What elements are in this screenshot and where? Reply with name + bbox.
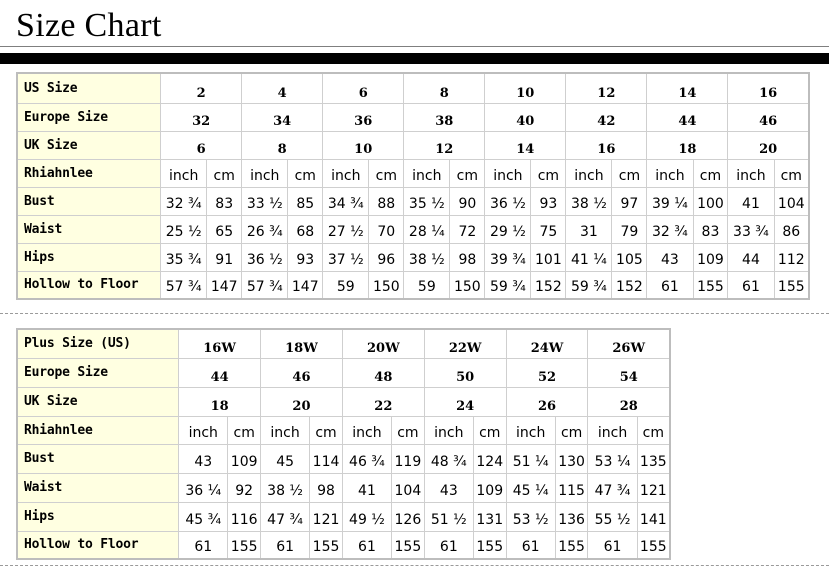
- unit-header-inch: inch: [242, 159, 288, 187]
- size-row-uk-size: [17, 387, 670, 416]
- size-value-cell: 20: [261, 387, 343, 416]
- size-value-cell: 42: [566, 103, 647, 131]
- measure-cm-cell: 152: [531, 271, 566, 299]
- measure-cm-cell: 155: [310, 531, 343, 559]
- size-value-cell: 52: [506, 358, 588, 387]
- measure-inch-cell: 61: [261, 531, 310, 559]
- measure-inch-cell: 26 ¾: [242, 215, 288, 243]
- measure-inch-cell: 37 ½: [323, 243, 369, 271]
- measure-cm-cell: 98: [310, 473, 343, 502]
- measure-cm-cell: 83: [207, 187, 242, 215]
- unit-header-inch: inch: [404, 159, 450, 187]
- measure-cm-cell: 152: [612, 271, 647, 299]
- unit-header-cm: cm: [693, 159, 728, 187]
- size-value-cell: 36: [323, 103, 404, 131]
- unit-header-cm: cm: [473, 416, 506, 444]
- measure-cm-cell: 155: [693, 271, 728, 299]
- size-value-cell: 24: [424, 387, 506, 416]
- size-value-cell: 22: [342, 387, 424, 416]
- unit-header-inch: inch: [485, 159, 531, 187]
- measure-inch-cell: 38 ½: [404, 243, 450, 271]
- measure-inch-cell: 33 ½: [242, 187, 288, 215]
- measure-inch-cell: 49 ½: [342, 502, 391, 531]
- measure-inch-cell: 61: [728, 271, 774, 299]
- measure-row-hips: [17, 502, 670, 531]
- measure-inch-cell: 41: [728, 187, 774, 215]
- size-value-cell: 44: [179, 358, 261, 387]
- measure-inch-cell: 39 ¼: [647, 187, 693, 215]
- measure-inch-cell: 32 ¾: [161, 187, 207, 215]
- unit-header-inch: inch: [161, 159, 207, 187]
- measure-row-waist: [17, 473, 670, 502]
- measure-cm-cell: 86: [774, 215, 809, 243]
- measure-inch-cell: 47 ¾: [588, 473, 637, 502]
- row-label-rhiahnlee: Rhiahnlee: [17, 159, 161, 187]
- plus-size-table: [16, 328, 671, 560]
- row-label-uk-size: UK Size: [17, 387, 179, 416]
- row-label-uk-size: UK Size: [17, 131, 161, 159]
- measure-cm-cell: 124: [473, 444, 506, 473]
- measure-inch-cell: 51 ½: [424, 502, 473, 531]
- measure-cm-cell: 155: [473, 531, 506, 559]
- row-label-hollow-to-floor: Hollow to Floor: [17, 271, 161, 299]
- measure-cm-cell: 109: [693, 243, 728, 271]
- unit-header-inch: inch: [588, 416, 637, 444]
- size-value-cell: 20W: [342, 329, 424, 358]
- unit-header-cm: cm: [392, 416, 425, 444]
- measure-cm-cell: 100: [693, 187, 728, 215]
- measure-cm-cell: 121: [310, 502, 343, 531]
- measure-cm-cell: 114: [310, 444, 343, 473]
- unit-row: [17, 159, 809, 187]
- row-label-rhiahnlee: Rhiahnlee: [17, 416, 179, 444]
- measure-cm-cell: 105: [612, 243, 647, 271]
- measure-cm-cell: 155: [774, 271, 809, 299]
- size-value-cell: 6: [161, 131, 242, 159]
- unit-header-cm: cm: [228, 416, 261, 444]
- size-value-cell: 48: [342, 358, 424, 387]
- size-value-cell: 54: [588, 358, 670, 387]
- measure-cm-cell: 112: [774, 243, 809, 271]
- measure-cm-cell: 131: [473, 502, 506, 531]
- measure-inch-cell: 59 ¾: [485, 271, 531, 299]
- size-value-cell: 16: [728, 73, 809, 103]
- size-row-europe-size: [17, 103, 809, 131]
- row-label-us-size: US Size: [17, 73, 161, 103]
- size-value-cell: 20: [728, 131, 809, 159]
- measure-inch-cell: 29 ½: [485, 215, 531, 243]
- unit-header-cm: cm: [531, 159, 566, 187]
- measure-row-hollow-to-floor: [17, 271, 809, 299]
- measure-inch-cell: 43: [424, 473, 473, 502]
- row-label-europe-size: Europe Size: [17, 358, 179, 387]
- size-value-cell: 6: [323, 73, 404, 103]
- measure-cm-cell: 147: [288, 271, 323, 299]
- size-value-cell: 26W: [588, 329, 670, 358]
- size-value-cell: 46: [728, 103, 809, 131]
- measure-cm-cell: 155: [637, 531, 670, 559]
- measure-row-waist: [17, 215, 809, 243]
- section-divider: [0, 313, 829, 314]
- size-value-cell: 28: [588, 387, 670, 416]
- size-value-cell: 10: [485, 73, 566, 103]
- size-value-cell: 14: [647, 73, 728, 103]
- measure-inch-cell: 35 ½: [404, 187, 450, 215]
- measure-inch-cell: 53 ¼: [588, 444, 637, 473]
- measure-cm-cell: 96: [369, 243, 404, 271]
- unit-header-inch: inch: [342, 416, 391, 444]
- unit-header-inch: inch: [323, 159, 369, 187]
- measure-inch-cell: 57 ¾: [242, 271, 288, 299]
- size-value-cell: 24W: [506, 329, 588, 358]
- unit-row: [17, 416, 670, 444]
- row-label-waist: Waist: [17, 215, 161, 243]
- measure-inch-cell: 45 ¼: [506, 473, 555, 502]
- measure-cm-cell: 136: [555, 502, 588, 531]
- size-row-us-size: [17, 73, 809, 103]
- unit-header-inch: inch: [728, 159, 774, 187]
- measure-inch-cell: 61: [179, 531, 228, 559]
- measure-cm-cell: 90: [450, 187, 485, 215]
- row-label-bust: Bust: [17, 444, 179, 473]
- measure-inch-cell: 36 ¼: [179, 473, 228, 502]
- size-value-cell: 26: [506, 387, 588, 416]
- size-value-cell: 46: [261, 358, 343, 387]
- measure-cm-cell: 85: [288, 187, 323, 215]
- unit-header-cm: cm: [774, 159, 809, 187]
- measure-inch-cell: 48 ¾: [424, 444, 473, 473]
- measure-inch-cell: 55 ½: [588, 502, 637, 531]
- measure-cm-cell: 147: [207, 271, 242, 299]
- measure-cm-cell: 126: [392, 502, 425, 531]
- unit-header-inch: inch: [424, 416, 473, 444]
- unit-header-cm: cm: [612, 159, 647, 187]
- measure-inch-cell: 44: [728, 243, 774, 271]
- measure-cm-cell: 75: [531, 215, 566, 243]
- measure-cm-cell: 104: [392, 473, 425, 502]
- measure-inch-cell: 28 ¼: [404, 215, 450, 243]
- unit-header-cm: cm: [207, 159, 242, 187]
- measure-inch-cell: 43: [179, 444, 228, 473]
- measure-inch-cell: 32 ¾: [647, 215, 693, 243]
- row-label-waist: Waist: [17, 473, 179, 502]
- measure-inch-cell: 41: [342, 473, 391, 502]
- unit-header-inch: inch: [261, 416, 310, 444]
- unit-header-cm: cm: [555, 416, 588, 444]
- measure-inch-cell: 61: [506, 531, 555, 559]
- size-value-cell: 2: [161, 73, 242, 103]
- size-value-cell: 10: [323, 131, 404, 159]
- measure-row-hollow-to-floor: [17, 531, 670, 559]
- measure-inch-cell: 47 ¾: [261, 502, 310, 531]
- measure-row-hips: [17, 243, 809, 271]
- size-value-cell: 38: [404, 103, 485, 131]
- size-value-cell: 44: [647, 103, 728, 131]
- measure-cm-cell: 88: [369, 187, 404, 215]
- row-label-hips: Hips: [17, 243, 161, 271]
- measure-cm-cell: 141: [637, 502, 670, 531]
- measure-inch-cell: 53 ½: [506, 502, 555, 531]
- measure-inch-cell: 31: [566, 215, 612, 243]
- size-value-cell: 8: [404, 73, 485, 103]
- measure-cm-cell: 93: [288, 243, 323, 271]
- measure-cm-cell: 79: [612, 215, 647, 243]
- unit-header-cm: cm: [450, 159, 485, 187]
- measure-cm-cell: 150: [369, 271, 404, 299]
- measure-cm-cell: 119: [392, 444, 425, 473]
- measure-cm-cell: 97: [612, 187, 647, 215]
- unit-header-cm: cm: [369, 159, 404, 187]
- measure-cm-cell: 98: [450, 243, 485, 271]
- measure-cm-cell: 92: [228, 473, 261, 502]
- measure-cm-cell: 68: [288, 215, 323, 243]
- row-label-bust: Bust: [17, 187, 161, 215]
- measure-inch-cell: 59: [323, 271, 369, 299]
- title-thin-rule: [0, 46, 829, 47]
- unit-header-cm: cm: [637, 416, 670, 444]
- size-value-cell: 18W: [261, 329, 343, 358]
- size-value-cell: 12: [404, 131, 485, 159]
- measure-cm-cell: 93: [531, 187, 566, 215]
- measure-inch-cell: 45 ¾: [179, 502, 228, 531]
- measure-inch-cell: 59 ¾: [566, 271, 612, 299]
- standard-size-table: [16, 72, 810, 300]
- measure-inch-cell: 36 ½: [485, 187, 531, 215]
- measure-inch-cell: 45: [261, 444, 310, 473]
- measure-cm-cell: 115: [555, 473, 588, 502]
- unit-header-inch: inch: [566, 159, 612, 187]
- measure-cm-cell: 65: [207, 215, 242, 243]
- unit-header-inch: inch: [647, 159, 693, 187]
- measure-cm-cell: 91: [207, 243, 242, 271]
- measure-cm-cell: 130: [555, 444, 588, 473]
- size-row-uk-size: [17, 131, 809, 159]
- size-value-cell: 8: [242, 131, 323, 159]
- measure-cm-cell: 121: [637, 473, 670, 502]
- title-thick-bar: [0, 53, 829, 64]
- measure-cm-cell: 109: [228, 444, 261, 473]
- measure-cm-cell: 101: [531, 243, 566, 271]
- measure-inch-cell: 41 ¼: [566, 243, 612, 271]
- size-value-cell: 16W: [179, 329, 261, 358]
- measure-row-bust: [17, 444, 670, 473]
- measure-cm-cell: 83: [693, 215, 728, 243]
- measure-cm-cell: 135: [637, 444, 670, 473]
- unit-header-cm: cm: [310, 416, 343, 444]
- measure-inch-cell: 33 ¾: [728, 215, 774, 243]
- measure-inch-cell: 25 ½: [161, 215, 207, 243]
- size-value-cell: 16: [566, 131, 647, 159]
- size-value-cell: 50: [424, 358, 506, 387]
- measure-inch-cell: 61: [647, 271, 693, 299]
- measure-cm-cell: 72: [450, 215, 485, 243]
- measure-inch-cell: 39 ¾: [485, 243, 531, 271]
- measure-cm-cell: 109: [473, 473, 506, 502]
- measure-cm-cell: 155: [555, 531, 588, 559]
- measure-inch-cell: 43: [647, 243, 693, 271]
- size-value-cell: 34: [242, 103, 323, 131]
- measure-inch-cell: 35 ¾: [161, 243, 207, 271]
- size-row-plus-size-us: [17, 329, 670, 358]
- bottom-divider: [0, 565, 829, 566]
- size-value-cell: 22W: [424, 329, 506, 358]
- measure-cm-cell: 116: [228, 502, 261, 531]
- measure-cm-cell: 150: [450, 271, 485, 299]
- measure-inch-cell: 61: [588, 531, 637, 559]
- measure-inch-cell: 46 ¾: [342, 444, 391, 473]
- size-value-cell: 40: [485, 103, 566, 131]
- measure-inch-cell: 59: [404, 271, 450, 299]
- size-value-cell: 18: [179, 387, 261, 416]
- measure-cm-cell: 70: [369, 215, 404, 243]
- measure-row-bust: [17, 187, 809, 215]
- measure-inch-cell: 38 ½: [261, 473, 310, 502]
- page-title: Size Chart: [16, 7, 162, 44]
- measure-inch-cell: 36 ½: [242, 243, 288, 271]
- row-label-plus-size-us: Plus Size (US): [17, 329, 179, 358]
- unit-header-cm: cm: [288, 159, 323, 187]
- measure-inch-cell: 38 ½: [566, 187, 612, 215]
- size-value-cell: 14: [485, 131, 566, 159]
- measure-cm-cell: 104: [774, 187, 809, 215]
- row-label-hips: Hips: [17, 502, 179, 531]
- row-label-hollow-to-floor: Hollow to Floor: [17, 531, 179, 559]
- size-value-cell: 12: [566, 73, 647, 103]
- measure-inch-cell: 61: [342, 531, 391, 559]
- unit-header-inch: inch: [506, 416, 555, 444]
- measure-inch-cell: 57 ¾: [161, 271, 207, 299]
- size-row-europe-size: [17, 358, 670, 387]
- size-value-cell: 32: [161, 103, 242, 131]
- measure-inch-cell: 27 ½: [323, 215, 369, 243]
- size-value-cell: 4: [242, 73, 323, 103]
- size-value-cell: 18: [647, 131, 728, 159]
- measure-inch-cell: 34 ¾: [323, 187, 369, 215]
- measure-cm-cell: 155: [392, 531, 425, 559]
- unit-header-inch: inch: [179, 416, 228, 444]
- row-label-europe-size: Europe Size: [17, 103, 161, 131]
- measure-inch-cell: 61: [424, 531, 473, 559]
- measure-cm-cell: 155: [228, 531, 261, 559]
- measure-inch-cell: 51 ¼: [506, 444, 555, 473]
